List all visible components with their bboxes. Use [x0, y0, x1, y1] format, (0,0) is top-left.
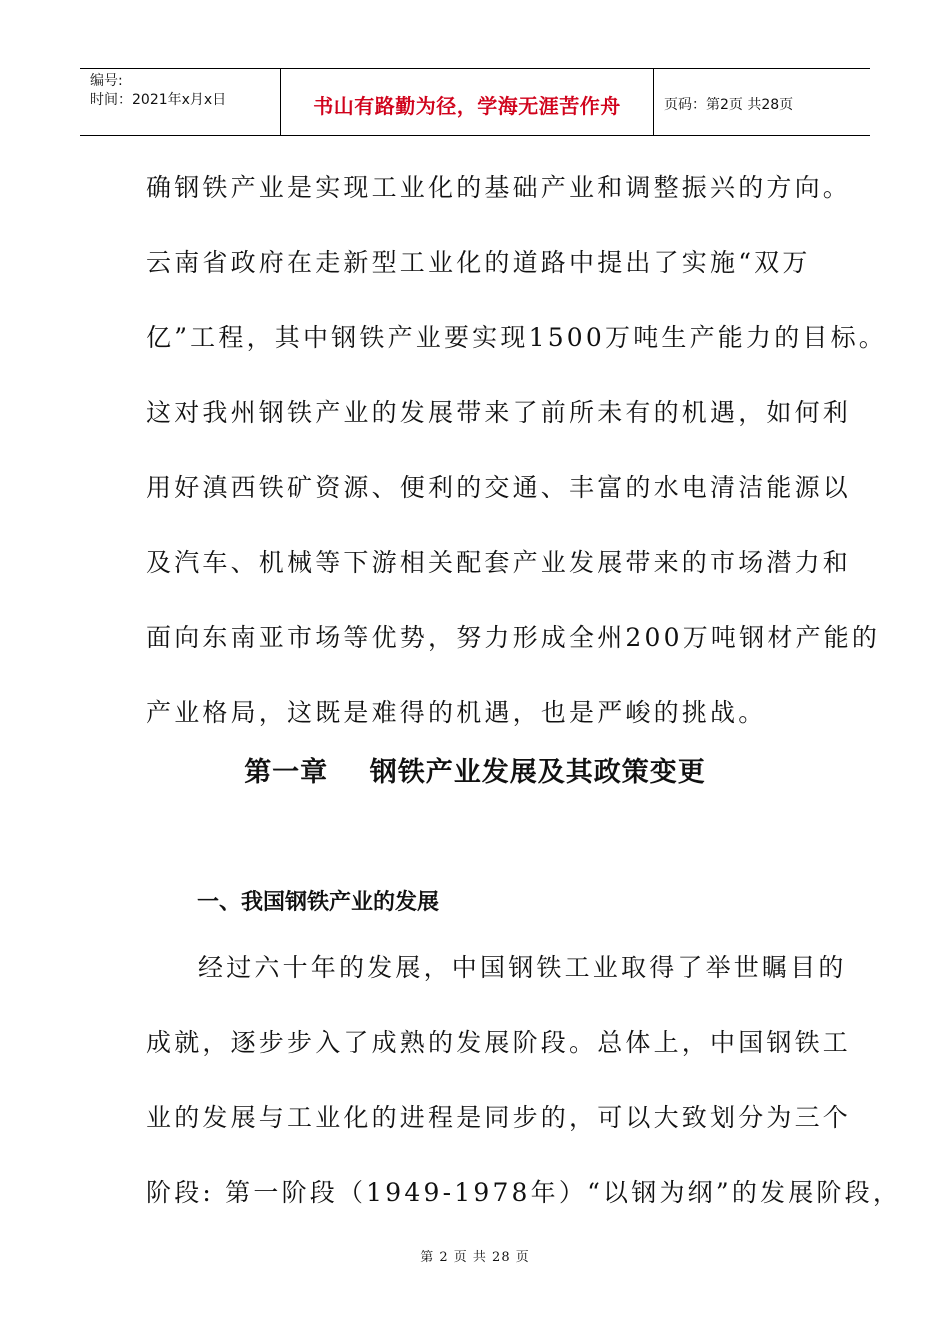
body-line: 确钢铁产业是实现工业化的基础产业和调整振兴的方向。: [146, 173, 852, 202]
body-paragraph-1: [146, 150, 888, 750]
document-number-label: 编号:: [90, 73, 123, 89]
header-page-info: 页码：第2页 共28页: [664, 97, 794, 113]
body-line: 这对我州钢铁产业的发展带来了前所未有的机遇，如何利: [146, 398, 852, 427]
body-line: 及汽车、机械等下游相关配套产业发展带来的市场潜力和: [146, 548, 852, 577]
body-line: 用好滇西铁矿资源、便利的交通、丰富的水电清洁能源以: [146, 473, 852, 502]
header-page-info-cell: [654, 69, 870, 135]
body-line: 业的发展与工业化的进程是同步的，可以大致划分为三个: [146, 1103, 852, 1132]
body-line: 经过六十年的发展，中国钢铁工业取得了举世瞩目的: [198, 953, 847, 982]
body-line: 云南省政府在走新型工业化的道路中提出了实施“双万: [146, 248, 811, 277]
header-motto: 书山有路勤为径，学海无涯苦作舟: [313, 93, 621, 118]
document-time: 时间：2021年x月x日: [90, 92, 227, 108]
chapter-title: 第一章 钢铁产业发展及其政策变更: [244, 757, 706, 788]
body-line: 面向东南亚市场等优势，努力形成全州200万吨钢材产能的: [146, 623, 881, 652]
body-line: 产业格局，这既是难得的机遇，也是严峻的挑战。: [146, 698, 767, 727]
page-header: [80, 68, 870, 136]
body-line: 亿”工程，其中钢铁产业要实现1500万吨生产能力的目标。: [146, 323, 888, 352]
body-paragraph-2: [146, 930, 902, 1230]
body-line: 成就，逐步步入了成熟的发展阶段。总体上，中国钢铁工: [146, 1028, 852, 1057]
page-footer: 第 2 页 共 28 页: [420, 1250, 530, 1265]
header-motto-cell: [281, 69, 654, 135]
body-line: 阶段: 第一阶段（1949-1978年）“以钢为纲”的发展阶段，: [146, 1178, 902, 1207]
section-title: 一、我国钢铁产业的发展: [197, 890, 440, 915]
header-meta: [80, 69, 281, 135]
